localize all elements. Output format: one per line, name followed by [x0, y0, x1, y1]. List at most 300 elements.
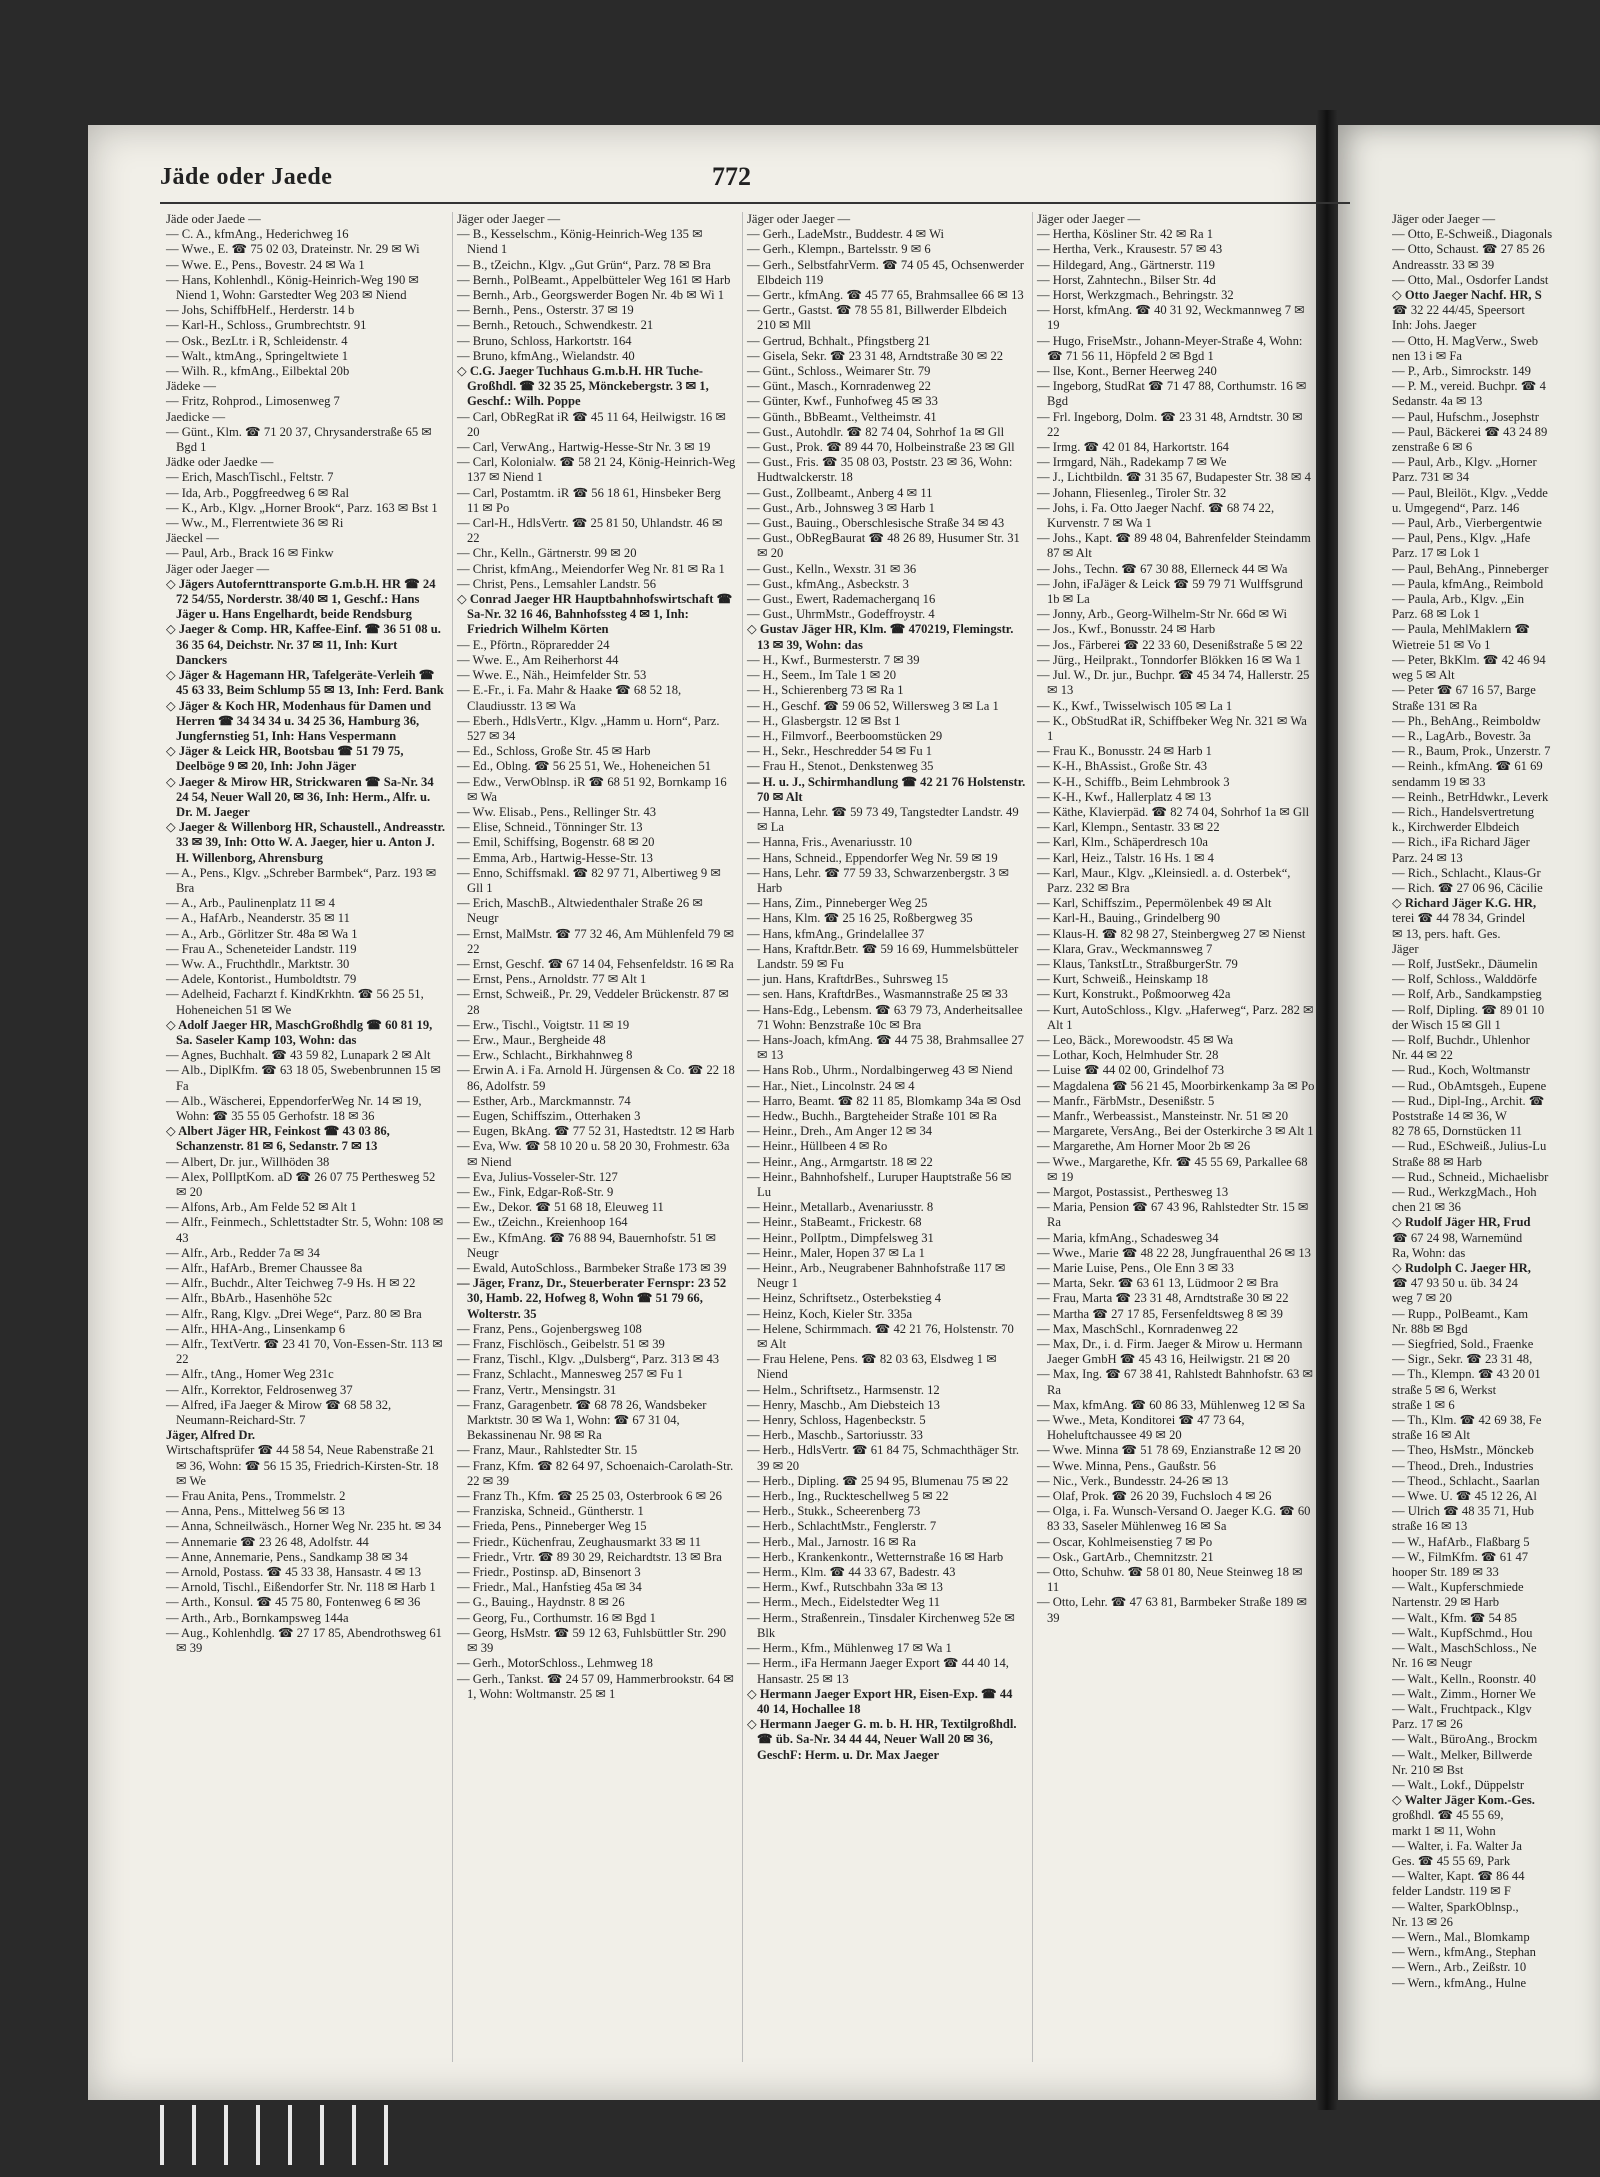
right-page-entry: — Ph., BehAng., Reimboldw — [1392, 713, 1541, 728]
directory-entry: — Martha ☎ 27 17 85, Fersenfeldtsweg 8 ✉ 39 — [1037, 1306, 1283, 1321]
directory-entry: — Karl, Maur., Klgv. „Kleinsiedl. a. d. Osterbek“, Parz. 232 ✉ Bra — [1037, 865, 1291, 895]
directory-entry: — Karl-H., Bauing., Grindelberg 90 — [1037, 911, 1221, 926]
right-page-entry: Parz. 24 ✉ 13 — [1392, 850, 1463, 865]
directory-entry: — Margarethe, Am Horner Moor 2b ✉ 26 — [1037, 1139, 1251, 1154]
directory-entry: — H., Kwf., Burmesterstr. 7 ✉ 39 — [747, 652, 920, 667]
column-3 — [742, 212, 1032, 2062]
directory-entry: — Bernh., Retouch., Schwendkestr. 21 — [457, 318, 654, 333]
directory-entry: — A., Arb., Paulinenplatz 11 ✉ 4 — [166, 896, 335, 911]
right-page-entry: Inh: Johs. Jaeger — [1392, 318, 1477, 333]
right-page-entry: weg 7 ✉ 20 — [1392, 1291, 1452, 1306]
directory-entry: — Frau A., Scheneteider Landstr. 119 — [166, 941, 357, 956]
directory-entry: — Klaus-H. ☎ 82 98 27, Steinbergweg 27 ✉ Nienst — [1037, 926, 1306, 941]
right-page-entry: Andreasstr. 33 ✉ 39 — [1392, 257, 1495, 272]
directory-entry: — Ernst, MalMstr. ☎ 77 32 46, Am Mühlenfeld 79 ✉ 22 — [457, 926, 735, 956]
directory-entry: — Kurt, Schweiß., Heinskamp 18 — [1037, 972, 1209, 987]
directory-entry: — Eugen, Schiffszim., Otterhaken 3 — [457, 1108, 641, 1123]
right-page-entry: — R., LagArb., Bovestr. 3a — [1392, 728, 1531, 743]
directory-entry: — Johs., Kapt. ☎ 89 48 04, Bahrenfelder Steindamm 87 ✉ Alt — [1037, 531, 1311, 561]
right-page-entry: — Th., Klm. ☎ 42 69 38, Fe — [1392, 1413, 1542, 1428]
directory-entry: — Klara, Grav., Weckmannsweg 7 — [1037, 941, 1213, 956]
directory-entry: — Marta, Sekr. ☎ 63 61 13, Lüdmoor 2 ✉ Bra — [1037, 1276, 1279, 1291]
right-page-entry: — Paula, kfmAng., Reimbold — [1392, 576, 1544, 591]
directory-entry: — Albert, Dr. jur., Willhöden 38 — [166, 1154, 330, 1169]
directory-entry: — Franz, Vertr., Mensingstr. 31 — [457, 1382, 617, 1397]
right-page-entry: — Rolf, JustSekr., Däumelin — [1392, 956, 1538, 971]
directory-entry: — Agnes, Buchhalt. ☎ 43 59 82, Lunapark 2 ✉ Alt — [166, 1048, 431, 1063]
registration-bar — [224, 2105, 228, 2165]
right-page-entry: — P. M., vereid. Buchpr. ☎ 4 — [1392, 379, 1546, 394]
directory-entry: Jaedicke — — [166, 409, 226, 424]
directory-entry: — Herb., Stukk., Scheerenberg 73 — [747, 1504, 921, 1519]
right-page-entry: chen 21 ✉ 36 — [1392, 1200, 1461, 1215]
directory-entry: Jäger oder Jaeger — — [457, 212, 561, 226]
right-page-entry: — Walt., Fruchtpack., Klgv — [1392, 1701, 1532, 1716]
directory-entry: — Ed., Oblng. ☎ 56 25 51, We., Hoheneichen 51 — [457, 759, 712, 774]
directory-entry: — Heinr., Ang., Armgartstr. 18 ✉ 22 — [747, 1154, 933, 1169]
right-page-entry: — P., Arb., Simrockstr. 149 — [1392, 364, 1531, 379]
right-page-entry: — Rolf, Schloss., Walddörfe — [1392, 972, 1537, 987]
directory-entry: — Karl-H., Schloss., Grumbrechtstr. 91 — [166, 318, 367, 333]
directory-entry: — Friedr., Postinsp. aD, Binsenort 3 — [457, 1565, 641, 1580]
directory-entry: — Gerh., Tankst. ☎ 24 57 09, Hammerbrookstr. 64 ✉ 1, Wohn: Woltmanstr. 25 ✉ 1 — [457, 1671, 734, 1701]
right-page-entry: — Paul, Arb., Klgv. „Horner — [1392, 455, 1537, 470]
directory-entry: — Nic., Verk., Bundesstr. 24-26 ✉ 13 — [1037, 1473, 1229, 1488]
directory-entry: — Johann, Fliesenleg., Tiroler Str. 32 — [1037, 485, 1227, 500]
directory-entry: — Wwe. E., Am Reiherhorst 44 — [457, 652, 619, 667]
right-page-entry: — Walt., MaschSchloss., Ne — [1392, 1641, 1537, 1656]
directory-entry: — Marie Luise, Pens., Ole Enn 3 ✉ 33 — [1037, 1261, 1234, 1276]
directory-entry: — Johs., Techn. ☎ 67 30 88, Ellerneck 44 ✉ Wa — [1037, 561, 1288, 576]
right-page-column — [1392, 212, 1600, 2062]
right-page-entry: Nr. 210 ✉ Bst — [1392, 1762, 1464, 1777]
registration-bar — [192, 2105, 196, 2165]
directory-entry: — Heinr., Hüllbeen 4 ✉ Ro — [747, 1139, 888, 1154]
directory-entry: — Hedw., Buchh., Bargteheider Straße 101 ✉ Ra — [747, 1108, 997, 1123]
right-page-entry: — Th., Klempn. ☎ 43 20 01 — [1392, 1367, 1541, 1382]
directory-entry: — Emil, Schiffsing, Bogenstr. 68 ✉ 20 — [457, 835, 655, 850]
directory-entry: — Horst, kfmAng. ☎ 40 31 92, Weckmannweg 7 ✉ 19 — [1037, 303, 1305, 333]
right-page-entry: — Rud., ESchweiß., Julius-Lu — [1392, 1139, 1547, 1154]
directory-entry: — Jos., Kwf., Bonusstr. 24 ✉ Harb — [1037, 622, 1216, 637]
directory-entry: — Eugen, BkAng. ☎ 77 52 31, Hastedtstr. 12 ✉ Harb — [457, 1124, 735, 1139]
right-page-entry: — Paul, Bleilöt., Klgv. „Vedde — [1392, 485, 1548, 500]
directory-entry: — jun. Hans, KraftdrBes., Suhrsweg 15 — [747, 972, 949, 987]
directory-entry: — B., Kesselschm., König-Heinrich-Weg 135 ✉ Niend 1 — [457, 227, 703, 257]
directory-entry: — Franz, Garagenbetr. ☎ 68 78 26, Wandsbeker Marktstr. 30 ✉ Wa 1, Wohn: ☎ 67 31 04, Bekassinenau Nr. 98 ✉ Ra — [457, 1397, 707, 1443]
directory-entry: — Jäger, Franz, Dr., Steuerberater Fernspr: 23 52 30, Hamb. 22, Hofweg 8, Wohn ☎ 51 79 66, Wolterstr. 35 — [457, 1276, 727, 1321]
right-page-entry: — Sigr., Sekr. ☎ 23 31 48, — [1392, 1352, 1533, 1367]
right-page-entry: — Rolf, Dipling. ☎ 89 01 10 — [1392, 1002, 1545, 1017]
directory-entry: — Helm., Schriftsetz., Harmsenstr. 12 — [747, 1382, 940, 1397]
right-page-entry: — Wern., kfmAng., Stephan — [1392, 1945, 1536, 1960]
directory-entry: — Erw., Maur., Bergheide 48 — [457, 1032, 606, 1047]
directory-entry: — Wwe., Marie ☎ 48 22 28, Jungfrauenthal 26 ✉ 13 — [1037, 1245, 1311, 1260]
directory-entry: — Arth., Arb., Bornkampsweg 144a — [166, 1610, 349, 1625]
directory-entry: — Adele, Kontorist., Humboldtstr. 79 — [166, 972, 357, 987]
directory-entry: — Anna, Pens., Mittelweg 56 ✉ 13 — [166, 1504, 345, 1519]
directory-entry: — Alfons, Arb., Am Felde 52 ✉ Alt 1 — [166, 1200, 357, 1215]
directory-entry: — Hans Rob., Uhrm., Nordalbingerweg 43 ✉ Niend — [747, 1063, 1013, 1078]
directory-entry: — H. u. J., Schirmhandlung ☎ 42 21 76 Holstenstr. 70 ✉ Alt — [747, 774, 1026, 804]
directory-entry: — Gerh., Klempn., Bartelsstr. 9 ✉ 6 — [747, 242, 931, 257]
directory-entry: — Erw., Schlacht., Birkhahnweg 8 — [457, 1048, 633, 1063]
directory-entry: — Carl, ObRegRat iR ☎ 45 11 64, Heilwigstr. 16 ✉ 20 — [457, 409, 726, 439]
directory-entry: — K., Kwf., Twisselwisch 105 ✉ La 1 — [1037, 698, 1233, 713]
directory-entry: ◇ Hermann Jaeger G. m. b. H. HR, Textilgroßhdl. ☎ üb. Sa-Nr. 34 44 44, Neuer Wall 20 ✉ 36, GeschF: Herm. u. Dr. Max Jaeger — [747, 1717, 1017, 1762]
right-page-entry: — W., FilmKfm. ☎ 61 47 — [1392, 1549, 1529, 1564]
directory-entry: — Carl, Kolonialw. ☎ 58 21 24, König-Heinrich-Weg 137 ✉ Niend 1 — [457, 455, 736, 485]
directory-entry: — Edw., VerwOblnsp. iR ☎ 68 51 92, Bornkamp 16 ✉ Wa — [457, 774, 727, 804]
directory-entry: — Franziska, Schneid., Güntherstr. 1 — [457, 1504, 644, 1519]
directory-entry: — Alfr., BbArb., Hasenhöhe 52c — [166, 1291, 332, 1306]
right-page-entry: — Ulrich ☎ 48 35 71, Hub — [1392, 1504, 1534, 1519]
directory-entry: — Franz, Pens., Gojenbergsweg 108 — [457, 1321, 642, 1336]
right-page-entry: ◇ Walter Jäger Kom.-Ges. — [1392, 1793, 1535, 1808]
directory-entry: — Alfr., TextVertr. ☎ 23 41 70, Von-Essen-Str. 113 ✉ 22 — [166, 1337, 443, 1367]
directory-entry: — Alfred, iFa Jaeger & Mirow ☎ 68 58 32, Neumann-Reichard-Str. 7 — [166, 1397, 392, 1428]
right-page-entry: Nartenstr. 29 ✉ Harb — [1392, 1595, 1500, 1610]
right-page-entry: — Paul, BehAng., Pinneberger — [1392, 561, 1549, 576]
right-page-entry: — Peter, BkKlm. ☎ 42 46 94 — [1392, 652, 1546, 667]
directory-entry: — Alfr., HafArb., Bremer Chaussee 8a — [166, 1261, 363, 1276]
directory-entry: — Frieda, Pens., Pinneberger Weg 15 — [457, 1519, 647, 1534]
directory-entry: — Lothar, Koch, Helmhuder Str. 28 — [1037, 1048, 1219, 1063]
directory-entry: — Frau Helene, Pens. ☎ 82 03 63, Elsdweg 1 ✉ Niend — [747, 1352, 997, 1382]
directory-entry: — Max, Ing. ☎ 67 38 41, Rahlstedt Bahnhofstr. 63 ✉ Ra — [1037, 1367, 1313, 1397]
directory-entry: — Käthe, Klavierpäd. ☎ 82 74 04, Sohrhof 1a ✉ Gll — [1037, 804, 1310, 819]
directory-entry: — Ew., Fink, Edgar-Roß-Str. 9 — [457, 1185, 614, 1199]
directory-entry: — Alex, PolIlptKom. aD ☎ 26 07 75 Perthesweg 52 ✉ 20 — [166, 1169, 436, 1199]
right-page-entry: großhdl. ☎ 45 55 69, — [1392, 1808, 1504, 1823]
directory-entry: — Ew., Dekor. ☎ 51 68 18, Eleuweg 11 — [457, 1200, 664, 1215]
directory-entry: — Jürg., Heilprakt., Tonndorfer Blökken 16 ✉ Wa 1 — [1037, 652, 1301, 667]
directory-entry: — H., Schierenberg 73 ✉ Ra 1 — [747, 683, 904, 698]
right-page-entry: — R., Baum, Prok., Unzerstr. 7 — [1392, 744, 1551, 759]
directory-entry: Jäeckel — — [166, 531, 219, 546]
right-page-entry: — Walt., KupfSchmd., Hou — [1392, 1625, 1533, 1640]
directory-entry: — Günt., Klm. ☎ 71 20 37, Chrysanderstraße 65 ✉ Bgd 1 — [166, 424, 432, 455]
directory-entry: Jädke oder Jaedke — — [166, 455, 274, 470]
directory-entry: — Osk., BezLtr. i R, Schleidenstr. 4 — [166, 333, 348, 348]
directory-entry: — A., Arb., Görlitzer Str. 48a ✉ Wa 1 — [166, 926, 358, 941]
directory-entry: — Arnold, Postass. ☎ 45 33 38, Hansastr. 4 ✉ 13 — [166, 1565, 422, 1580]
directory-entry: — Wwe., Meta, Konditorei ☎ 47 73 64, Hoheluftchaussee 49 ✉ 20 — [1037, 1413, 1245, 1443]
directory-entry: — Margot, Postassist., Perthesweg 13 — [1037, 1185, 1229, 1199]
directory-entry: ◇ Jägers Autofernttransporte G.m.b.H. HR ☎ 24 72 54/55, Norderstr. 38/40 ✉ 1, Geschf.: Hans Jäger u. Hans Engelhardt, beide Rendsburg — [166, 576, 436, 622]
directory-entry: — Karl, Heiz., Talstr. 16 Hs. 1 ✉ 4 — [1037, 850, 1214, 865]
directory-entry: — Wwe., Margarethe, Kfr. ☎ 45 55 69, Parkallee 68 ✉ 19 — [1037, 1154, 1308, 1184]
directory-entry: ◇ Jäger & Hagemann HR, Tafelgeräte-Verleih ☎ 45 63 33, Beim Schlump 55 ✉ 13, Inh: Ferd. Bank — [166, 668, 444, 698]
directory-entry: — H., Seem., Im Tale 1 ✉ 20 — [747, 668, 896, 683]
right-page-entry: — Walt., BüroAng., Brockm — [1392, 1732, 1538, 1747]
right-page-entry: ◇ Rudolf Jäger HR, Frud — [1392, 1215, 1531, 1230]
directory-entry: — Günth., BbBeamt., Veltheimstr. 41 — [747, 409, 937, 424]
directory-entry: — E.-Fr., i. Fa. Mahr & Haake ☎ 68 52 18, Claudiusstr. 13 ✉ Wa — [457, 683, 682, 713]
directory-entry: ◇ Albert Jäger HR, Feinkost ☎ 43 03 86, Schanzenstr. 81 ✉ 6, Sedanstr. 7 ✉ 13 — [166, 1124, 390, 1154]
right-page-entry: Parz. 17 ✉ Lok 1 — [1392, 546, 1480, 561]
right-page-entry: Parz. 68 ✉ Lok 1 — [1392, 607, 1480, 622]
right-page-entry: ☎ 32 22 44/45, Speersort — [1392, 303, 1525, 318]
directory-entry: — Heinr., Metallarb., Avenariusstr. 8 — [747, 1200, 934, 1215]
directory-entry: — Magdalena ☎ 56 21 45, Moorbirkenkamp 3a ✉ Po — [1037, 1078, 1315, 1093]
directory-entry: — H., Geschf. ☎ 59 06 52, Willersweg 3 ✉ La 1 — [747, 698, 999, 713]
directory-entry: — Osk., GartArb., Chemnitzstr. 21 — [1037, 1549, 1214, 1564]
directory-entry: — John, iFaJäger & Leick ☎ 59 79 71 Wulffsgrund 1b ✉ La — [1037, 576, 1303, 607]
directory-entry: — Elise, Schneid., Tönninger Str. 13 — [457, 820, 643, 835]
directory-entry: — Hans, Klm. ☎ 25 16 25, Roßbergweg 35 — [747, 911, 973, 926]
directory-entry: — H., Glasbergstr. 12 ✉ Bst 1 — [747, 713, 901, 728]
directory-entry: — K-H., Kwf., Hallerplatz 4 ✉ 13 — [1037, 789, 1212, 804]
directory-entry: — Gust., Bauing., Oberschlesische Straße 34 ✉ 43 — [747, 516, 1005, 531]
registration-bar — [352, 2105, 356, 2165]
directory-entry: — Franz, Fischlösch., Geibelstr. 51 ✉ 39 — [457, 1337, 665, 1352]
directory-entry: — Annemarie ☎ 23 26 48, Adolfstr. 44 — [166, 1534, 369, 1549]
right-page-entry: ◇ Richard Jäger K.G. HR, — [1392, 896, 1537, 911]
right-page-entry: — Rud., Koch, Woltmanstr — [1392, 1063, 1530, 1078]
directory-entry: — Franz, Tischl., Klgv. „Dulsberg“, Parz. 313 ✉ 43 — [457, 1352, 720, 1367]
directory-entry: — Fritz, Rohprod., Limosenweg 7 — [166, 394, 340, 409]
directory-entry: — Ernst, Schweiß., Pr. 29, Veddeler Brückenstr. 87 ✉ 28 — [457, 987, 729, 1017]
directory-entry: — Erw., Tischl., Voigtstr. 11 ✉ 19 — [457, 1017, 630, 1032]
directory-entry: — Friedr., Küchenfrau, Zeughausmarkt 33 ✉ 11 — [457, 1534, 702, 1549]
directory-entry: — Hans, Kohlenhdl., König-Heinrich-Weg 190 ✉ Niend 1, Wohn: Garstedter Weg 203 ✉ Niend — [166, 272, 419, 303]
directory-entry: — Friedr., Vrtr. ☎ 89 30 29, Reichardtstr. 13 ✉ Bra — [457, 1549, 722, 1564]
directory-entry: — Hugo, FriseMstr., Johann-Meyer-Straße 4, Wohn: ☎ 71 56 11, Höpfeld 2 ✉ Bgd 1 — [1037, 333, 1303, 363]
directory-entry: — Walt., ktmAng., Springeltwiete 1 — [166, 348, 349, 363]
directory-entry: — Wwe. E., Näh., Heimfelder Str. 53 — [457, 668, 647, 683]
directory-entry: — Anna, Schneilwäsch., Horner Weg Nr. 235 ht. ✉ 34 — [166, 1519, 442, 1534]
directory-entry: — Gisela, Sekr. ☎ 23 31 48, Arndtstraße 30 ✉ 22 — [747, 348, 1004, 363]
right-page-entry: — Paul, Hufschm., Josephstr — [1392, 409, 1539, 424]
right-page-entry: — Otto, E-Schweiß., Diagonals — [1392, 227, 1553, 242]
right-page-entry: — Rud., ObAmtsgeh., Eupene — [1392, 1078, 1547, 1093]
right-page-entry: — Walt., Kfm. ☎ 54 85 — [1392, 1610, 1517, 1625]
directory-entry: — Ww., M., Flerrentwiete 36 ✉ Ri — [166, 516, 344, 531]
directory-entry: — Ernst, Geschf. ☎ 67 14 04, Fehsenfeldstr. 16 ✉ Ra — [457, 956, 734, 971]
right-page-entry: — Walt., Zimm., Horner We — [1392, 1686, 1536, 1701]
directory-entry: — Friedr., Mal., Hanfstieg 45a ✉ 34 — [457, 1580, 642, 1595]
right-page-entry: Nr. 88b ✉ Bgd — [1392, 1321, 1468, 1336]
column-1 — [162, 212, 452, 2062]
right-page-entry: 82 78 65, Dornstücken 11 — [1392, 1124, 1523, 1139]
directory-entry: Wirtschaftsprüfer ☎ 44 58 54, Neue Rabenstraße 21 ✉ 36, Wohn: ☎ 56 15 35, Friedrich-Kirsten-Str. 18 ✉ We — [166, 1443, 439, 1488]
directory-entry: — K., ObStudRat iR, Schiffbeker Weg Nr. 321 ✉ Wa 1 — [1037, 713, 1307, 743]
directory-entry: — Hans-Edg., Lebensm. ☎ 63 79 73, Anderheitsallee 71 Wohn: Benzstraße 10c ✉ Bra — [747, 1002, 1023, 1032]
right-page-entry: ☎ 67 24 98, Warnemünd — [1392, 1230, 1523, 1245]
directory-entry: — Frau H., Stenot., Denkstenweg 35 — [747, 759, 934, 774]
directory-entry: — Alfr., Rang, Klgv. „Drei Wege“, Parz. 80 ✉ Bra — [166, 1306, 422, 1321]
directory-entry: — Wwe. Minna ☎ 51 78 69, Enzianstraße 12 ✉ 20 — [1037, 1443, 1301, 1458]
directory-entry: — Jonny, Arb., Georg-Wilhelm-Str Nr. 66d ✉ Wi — [1037, 607, 1287, 622]
directory-entry: — Heinr., Arb., Neugrabener Bahnhofstraße 117 ✉ Neugr 1 — [747, 1261, 1006, 1291]
directory-entry: — Karl, Klm., Schäperdresch 10a — [1037, 835, 1209, 850]
directory-entry: — Adelheid, Facharzt f. KindKrkhtn. ☎ 56 25 51, Hoheneichen 51 ✉ We — [166, 987, 424, 1017]
directory-entry: — Hildegard, Ang., Gärtnerstr. 119 — [1037, 257, 1215, 272]
directory-entry: — Bruno, Schloss, Harkortstr. 164 — [457, 333, 632, 348]
directory-entry: — J., Lichtbildn. ☎ 31 35 67, Budapester Str. 38 ✉ 4 — [1037, 470, 1311, 485]
right-page-entry: Wietreie 51 ✉ Vo 1 — [1392, 637, 1491, 652]
directory-entry: — C. A., kfmAng., Hederichweg 16 — [166, 227, 349, 242]
directory-entry: — K-H., Schiffb., Beim Lehmbrook 3 — [1037, 774, 1230, 789]
directory-entry: — Horst, Zahntechn., Bilser Str. 4d — [1037, 272, 1216, 287]
directory-entry: — Erwin A. i Fa. Arnold H. Jürgensen & Co. ☎ 22 18 86, Adolfstr. 59 — [457, 1063, 735, 1093]
right-page-entry: — Rolf, Buchdr., Uhlenhor — [1392, 1032, 1530, 1047]
directory-entry: — Bernh., PolBeamt., Appelbütteler Weg 161 ✉ Harb — [457, 272, 731, 287]
directory-entry: — Frau K., Bonusstr. 24 ✉ Harb 1 — [1037, 744, 1212, 759]
directory-entry: — Hans, Lehr. ☎ 77 59 33, Schwarzenbergstr. 3 ✉ Harb — [747, 865, 1010, 895]
directory-entry: ◇ Jäger & Koch HR, Modenhaus für Damen und Herren ☎ 34 34 34 u. 34 25 36, Hamburg 36, Jungfernstieg 51, Inh: Hans Vespermann — [166, 698, 431, 743]
page-number: 772 — [712, 162, 751, 191]
directory-entry: — Georg, Fu., Corthumstr. 16 ✉ Bgd 1 — [457, 1610, 656, 1625]
directory-entry: — Herm., iFa Hermann Jaeger Export ☎ 44 40 14, Hansastr. 25 ✉ 13 — [747, 1656, 1009, 1686]
directory-entry: ◇ Jaeger & Comp. HR, Kaffee-Einf. ☎ 36 51 08 u. 36 35 64, Deichstr. Nr. 37 ✉ 11, Inh: Kurt Danckers — [166, 622, 441, 667]
right-page-entry: — Wern., Arb., Zeißstr. 10 — [1392, 1960, 1527, 1975]
directory-entry: — Gust., Prok. ☎ 89 44 70, Holbeinstraße 23 ✉ Gll — [747, 440, 1015, 455]
directory-entry: ◇ Gustav Jäger HR, Klm. ☎ 470219, Flemingstr. 13 ✉ 39, Wohn: das — [747, 622, 1014, 652]
right-page-entry: der Wisch 15 ✉ Gll 1 — [1392, 1017, 1501, 1032]
directory-entry: — Gust., Fris. ☎ 35 08 03, Poststr. 23 ✉ 36, Wohn: Hudtwalckerstr. 18 — [747, 455, 1013, 485]
directory-entry: ◇ Hermann Jaeger Export HR, Eisen-Exp. ☎ 44 40 14, Hochallee 18 — [747, 1686, 1013, 1716]
directory-entry: — Erich, MaschB., Altwiedenthaler Straße 26 ✉ Neugr — [457, 896, 703, 926]
right-page-entry: Sedanstr. 4a ✉ 13 — [1392, 394, 1483, 409]
right-page-entry: Straße 88 ✉ Harb — [1392, 1154, 1482, 1169]
directory-entry: — Hanna, Lehr. ☎ 59 73 49, Tangstedter Landstr. 49 ✉ La — [747, 804, 1019, 835]
directory-entry: — Herm., Mech., Eidelstedter Weg 11 — [747, 1595, 941, 1610]
right-page-entry: — Rud., Dipl-Ing., Archit. ☎ — [1392, 1093, 1545, 1108]
directory-entry: — Gertr., kfmAng. ☎ 45 77 65, Brahmsallee 66 ✉ 13 — [747, 288, 1024, 303]
directory-entry: — Max, MaschSchl., Kornradenweg 22 — [1037, 1321, 1239, 1336]
right-page-entry: — Peter ☎ 67 16 57, Barge — [1392, 683, 1536, 698]
directory-entry: — Herm., Kfm., Mühlenweg 17 ✉ Wa 1 — [747, 1641, 952, 1656]
directory-entry: — Kurt, Konstrukt., Poßmoorweg 42a — [1037, 987, 1231, 1002]
directory-entry: — Eberh., HdlsVertr., Klgv. „Hamm u. Horn“, Parz. 527 ✉ 34 — [457, 713, 720, 743]
directory-entry: — Heinr., Bahnhofshelf., Luruper Hauptstraße 56 ✉ Lu — [747, 1169, 1012, 1199]
directory-entry: — Ida, Arb., Poggfreedweg 6 ✉ Ral — [166, 485, 349, 500]
column-2 — [452, 212, 742, 2062]
directory-entry: — Ew., tZeichn., Kreienhoop 164 — [457, 1215, 628, 1230]
directory-entry: — Herm., Klm. ☎ 44 33 67, Badestr. 43 — [747, 1565, 956, 1580]
directory-entry: — Manfr., Werbeassist., Mansteinstr. Nr. 51 ✉ 20 — [1037, 1108, 1289, 1123]
directory-entry: — Ernst, Pens., Arnoldstr. 77 ✉ Alt 1 — [457, 972, 647, 987]
right-page-entry: Ges. ☎ 45 55 69, Park — [1392, 1853, 1511, 1868]
directory-entry: ◇ Conrad Jaeger HR Hauptbahnhofswirtschaft ☎ Sa-Nr. 32 16 46, Bahnhofssteg 4 ✉ 1, Inh: Friedrich Wilhelm Körten — [457, 592, 733, 637]
directory-entry: — Franz, Maur., Rahlstedter Str. 15 — [457, 1443, 638, 1458]
directory-entry: — Hans, Kraftdr.Betr. ☎ 59 16 69, Hummelsbütteler Landstr. 59 ✉ Fu — [747, 941, 1019, 971]
directory-entry: Jäger oder Jaeger — — [747, 212, 851, 226]
directory-entry: — Gust., Kelln., Wexstr. 31 ✉ 36 — [747, 561, 917, 576]
directory-entry: — G., Bauing., Haydnstr. 8 ✉ 26 — [457, 1595, 625, 1610]
registration-bar — [256, 2105, 260, 2165]
right-page-entry: — Walt., Lokf., Düppelstr — [1392, 1777, 1525, 1792]
right-page-entry: straße 16 ✉ Alt — [1392, 1428, 1471, 1443]
directory-entry: — Alfr., HHA-Ang., Linsenkamp 6 — [166, 1321, 346, 1336]
directory-entry: — Herm., Kwf., Rutschbahn 33a ✉ 13 — [747, 1580, 943, 1595]
directory-entry: Jäger, Alfred Dr. — [166, 1428, 256, 1443]
directory-entry: — Herb., Krankenkontr., Wetternstraße 16 ✉ Harb — [747, 1549, 1004, 1564]
directory-entry: — Franz Th., Kfm. ☎ 25 25 03, Osterbrook 6 ✉ 26 — [457, 1489, 722, 1504]
directory-entry: — B., tZeichn., Klgv. „Gut Grün“, Parz. 78 ✉ Bra — [457, 257, 711, 272]
directory-entry: — Emma, Arb., Hartwig-Hesse-Str. 13 — [457, 850, 653, 865]
directory-entry: — Esther, Arb., Marckmannstr. 74 — [457, 1093, 631, 1108]
directory-entry: — Henry, Maschb., Am Diebsteich 13 — [747, 1397, 940, 1412]
directory-entry: — Gerh., LadeMstr., Buddestr. 4 ✉ Wi — [747, 227, 944, 242]
right-page-entry: — Reinh., BetrHdwkr., Leverk — [1392, 789, 1549, 804]
right-page-entry: Ra, Wohn: das — [1392, 1245, 1466, 1260]
right-page-entry: Poststraße 14 ✉ 36, W — [1392, 1108, 1507, 1123]
directory-entry: — Hanna, Fris., Avenariusstr. 10 — [747, 835, 912, 850]
directory-entry: ◇ Adolf Jaeger HR, MaschGroßhdlg ☎ 60 81 19, Sa. Saseler Kamp 103, Wohn: das — [166, 1017, 433, 1047]
right-page-entry: — Rupp., PolBeamt., Kam — [1392, 1306, 1529, 1321]
directory-entry: — Ww. A., Fruchthdlr., Marktstr. 30 — [166, 956, 350, 971]
directory-entry: — Herb., HdlsVertr. ☎ 61 84 75, Schmachthäger Str. 39 ✉ 20 — [747, 1443, 1020, 1473]
directory-entry: — Helene, Schirmmach. ☎ 42 21 76, Holstenstr. 70 ✉ Alt — [747, 1321, 1014, 1352]
directory-entry: — Gerh., SelbstfahrVerm. ☎ 74 05 45, Ochsenwerder Elbdeich 119 — [747, 257, 1024, 287]
directory-entry: — Henry, Schloss, Hagenbeckstr. 5 — [747, 1413, 926, 1428]
right-page-entry: — W., HafArb., Flaßbarg 5 — [1392, 1534, 1530, 1549]
directory-entry: ◇ Jaeger & Mirow HR, Strickwaren ☎ Sa-Nr. 34 24 54, Neuer Wall 20, ✉ 36, Inh: Herm., Alfr. u. Dr. M. Jaeger — [166, 774, 434, 819]
directory-entry: — Georg, HsMstr. ☎ 59 12 63, Fuhlsbüttler Str. 290 ✉ 39 — [457, 1625, 727, 1656]
right-page-entry: — Theod., Schlacht., Saarlan — [1392, 1473, 1540, 1488]
right-page-entry: — Paul, Bäckerei ☎ 43 24 89 — [1392, 424, 1548, 439]
directory-entry: — Gust., UhrmMstr., Godeffroystr. 4 — [747, 607, 935, 622]
directory-entry: — Herm., Straßenrein., Tinsdaler Kirchenweg 52e ✉ Blk — [747, 1610, 1015, 1640]
right-page-entry: — Wern., kfmAng., Hulne — [1392, 1975, 1527, 1990]
right-page-entry: Jäger — [1392, 941, 1419, 956]
directory-entry: — Heinr., Dreh., Am Anger 12 ✉ 34 — [747, 1124, 933, 1139]
right-page-entry: — Theod., Dreh., Industries — [1392, 1458, 1534, 1473]
directory-entry: — Paul, Arb., Brack 16 ✉ Finkw — [166, 546, 334, 561]
directory-entry: — Ed., Schloss, Große Str. 45 ✉ Harb — [457, 744, 651, 759]
right-page-entry: nen 13 i ✉ Fa — [1392, 348, 1463, 363]
right-page-entry: straße 16 ✉ 13 — [1392, 1519, 1468, 1534]
directory-entry: Jäger oder Jaeger — — [1037, 212, 1141, 226]
right-page-entry: — Walter, SparkOblnsp., — [1392, 1899, 1519, 1914]
right-page-entry: hooper Str. 189 ✉ 33 — [1392, 1565, 1499, 1580]
directory-entry: — Kurt, AutoSchloss., Klgv. „Haferweg“, Parz. 282 ✉ Alt 1 — [1037, 1002, 1314, 1032]
right-page-entry: u. Umgegend“, Parz. 146 — [1392, 500, 1520, 515]
directory-entry: — A., Pens., Klgv. „Schreber Barmbek“, Parz. 193 ✉ Bra — [166, 865, 437, 895]
right-page-entry: — Walt., Kelln., Roonstr. 40 — [1392, 1671, 1536, 1686]
directory-entry: Jäger oder Jaeger — — [166, 561, 270, 576]
directory-entry: — Olga, i. Fa. Wunsch-Versand O. Jaeger K.G. ☎ 60 83 33, Saseler Mühlenweg 16 ✉ Sa — [1037, 1504, 1311, 1534]
directory-entry: — Gust., Autohdlr. ☎ 82 74 04, Sohrhof 1a ✉ Gll — [747, 424, 1005, 439]
directory-entry: — Franz, Schlacht., Mannesweg 257 ✉ Fu 1 — [457, 1367, 684, 1382]
right-page-entry: — Walter, Kapt. ☎ 86 44 — [1392, 1869, 1525, 1884]
directory-entry: — Gertrud, Bchhalt., Pfingstberg 21 — [747, 333, 931, 348]
directory-entry: — Enno, Schiffsmakl. ☎ 82 97 71, Albertiweg 9 ✉ Gll 1 — [457, 865, 721, 895]
right-page-entry: ◇ Rudolph C. Jaeger HR, — [1392, 1261, 1531, 1276]
directory-entry: — Maria, kfmAng., Schadesweg 34 — [1037, 1230, 1219, 1245]
directory-entry: — Herb., Dipling. ☎ 25 94 95, Blumenau 75 ✉ 22 — [747, 1473, 1009, 1488]
right-page-entry: — Wern., Mal., Blomkamp — [1392, 1929, 1530, 1944]
directory-entry: — Johs, i. Fa. Otto Jaeger Nachf. ☎ 68 74 22, Kurvenstr. 7 ✉ Wa 1 — [1037, 500, 1275, 531]
right-page-entry: straße 1 ✉ 6 — [1392, 1397, 1455, 1412]
directory-entry: — Eva, Ww. ☎ 58 10 20 u. 58 20 30, Frohmestr. 63a ✉ Niend — [457, 1139, 730, 1169]
registration-bar — [320, 2105, 324, 2165]
directory-entry: — Hans-Joach, kfmAng. ☎ 44 75 38, Brahmsallee 27 ✉ 13 — [747, 1032, 1024, 1063]
right-page-entry: straße 5 ✉ 6, Werkst — [1392, 1382, 1497, 1397]
running-head: Jäde oder Jaede — [160, 164, 333, 190]
directory-entry: Jäde oder Jaede — — [166, 212, 261, 226]
right-page-entry: — Otto, Mal., Osdorfer Landst — [1392, 272, 1549, 287]
right-page-entry: — Theo, HsMstr., Mönckeb — [1392, 1443, 1534, 1458]
directory-entry: — Luise ☎ 44 02 00, Grindelhof 73 — [1037, 1063, 1225, 1078]
right-page-entry: terei ☎ 44 78 34, Grindel — [1392, 911, 1526, 926]
directory-entry: ◇ Jaeger & Willenborg HR, Schaustell., Andreasstr. 33 ✉ 39, Inh: Otto W. A. Jaeger, hier u. Anton J. H. Willenborg, Ahrensburg — [166, 820, 446, 865]
directory-entry: — Heinr., StaBeamt., Frickestr. 68 — [747, 1215, 922, 1230]
directory-entry: — Otto, Lehr. ☎ 47 63 81, Barmbeker Straße 189 ✉ 39 — [1037, 1595, 1308, 1625]
